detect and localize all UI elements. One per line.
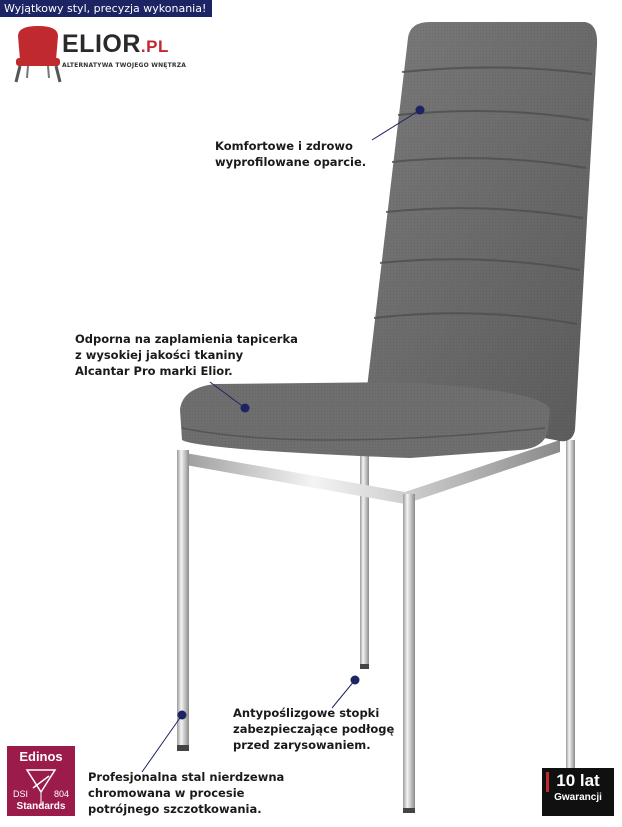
certificate-title: Edinos xyxy=(19,749,63,764)
leg-front-right xyxy=(403,494,415,812)
certificate-seal-icon xyxy=(7,766,75,806)
leg-back-right xyxy=(566,440,575,780)
certificate-code-right: 804 xyxy=(53,789,69,799)
leg-back-left xyxy=(360,440,369,666)
certificate-badge xyxy=(7,746,75,816)
brand-tagline: ALTERNATYWA TWOJEGO WNĘTRZA xyxy=(62,62,187,69)
certificate-code-left: DSI xyxy=(13,789,29,799)
warranty-years: 10 lat xyxy=(556,771,600,790)
callout-feet: Antypoślizgowe stopki zabezpieczające podłogę przed zarysowaniem. xyxy=(233,706,395,752)
leg-front-left xyxy=(177,450,189,750)
callout-dot-icon xyxy=(416,106,425,115)
callout-dot-icon xyxy=(351,676,360,685)
callout-backrest: Komfortowe i zdrowo wyprofilowane oparcie. xyxy=(215,139,367,169)
certificate-label: Standards xyxy=(16,801,66,812)
callout-upholstery: Odporna na zaplamienia tapicerka z wysokiej jakości tkaniny Alcantar Pro marki Elior. xyxy=(75,332,298,378)
promo-banner: Wyjątkowy styl, precyzja wykonania! xyxy=(0,0,212,17)
callout-dot-icon xyxy=(241,404,250,413)
callout-dot-icon xyxy=(178,711,187,720)
warranty-accent xyxy=(546,772,549,792)
warranty-label: Gwarancji xyxy=(554,792,602,803)
callout-steel: Profesjonalna stal nierdzewna chromowana w procesie potrójnego szczotkowania. xyxy=(88,770,285,816)
warranty-badge xyxy=(542,768,614,816)
brand-name: ELIOR.PL xyxy=(62,30,169,58)
